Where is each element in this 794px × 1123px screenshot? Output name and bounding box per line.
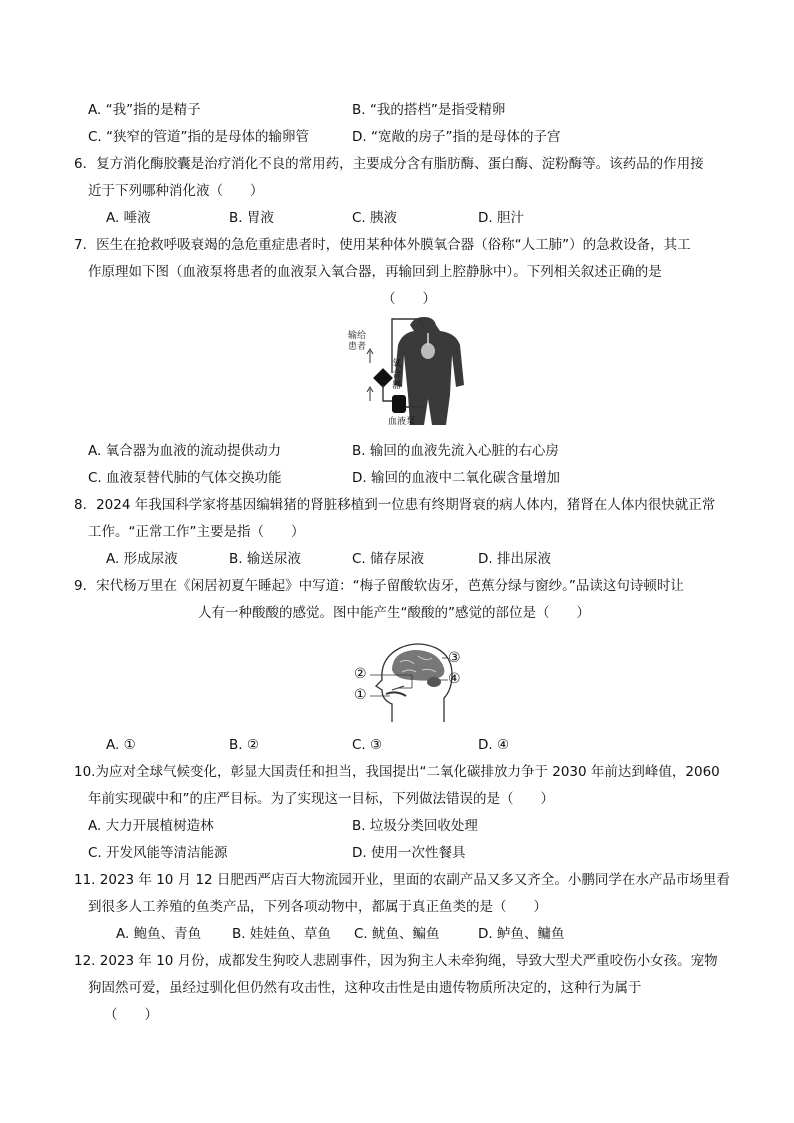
q5-option-a: A. “我”指的是精子 <box>88 102 201 118</box>
q7-stem-line1: 7．医生在抢救呼吸衰竭的急危重症患者时，使用某种体外膜氧合器（俗称“人工肺”）的急救设备，其工 <box>74 237 691 253</box>
q8-option-a: A. 形成尿液 <box>106 551 178 567</box>
q7-option-d: D. 输回的血液中二氧化碳含量增加 <box>352 470 560 486</box>
q7-stem-line3: （ ） <box>382 291 436 307</box>
q6-option-c: C. 胰液 <box>352 210 398 226</box>
q11-option-d: D. 鲈鱼、鳙鱼 <box>478 926 565 942</box>
q6-option-b: B. 胃液 <box>229 210 274 226</box>
q8-option-d: D. 排出尿液 <box>478 551 551 567</box>
q6-stem-line2: 近于下列哪种消化液（ ） <box>88 183 264 199</box>
q10-option-c: C. 开发风能等清洁能源 <box>88 845 228 861</box>
brain-diagram <box>352 640 464 724</box>
q9-option-d: D. ④ <box>478 737 510 753</box>
q6-option-d: D. 胆汁 <box>478 210 524 226</box>
ecmo-label-oxygenator: 氧合器 <box>392 359 402 391</box>
q11-option-b: B. 娃娃鱼、草鱼 <box>232 926 331 942</box>
q11-option-a: A. 鲍鱼、青鱼 <box>116 926 202 942</box>
brain-mark-3: ③ <box>448 650 461 666</box>
q9-stem-line2: 人有一种酸酸的感觉。图中能产生“酸酸的”感觉的部位是（ ） <box>198 605 590 621</box>
q12-stem-line2: 狗固然可爱，虽经过驯化但仍然有攻击性，这种攻击性是由遗传物质所决定的，这种行为属于 <box>88 980 642 996</box>
q8-stem-line1: 8．2024 年我国科学家将基因编辑猪的肾脏移植到一位患有终期肾衰的病人体内，猪肾在人体内很快就正常 <box>74 497 716 513</box>
q8-option-c: C. 储存尿液 <box>352 551 425 567</box>
ecmo-label-pump: 血液泵 <box>388 417 416 427</box>
q11-stem-line1: 11. 2023 年 10 月 12 日肥西严店百大物流园开业，里面的农副产品又多又齐全。小鹏同学在水产品市场里看 <box>74 872 730 888</box>
q11-stem-line2: 到很多人工养殖的鱼类产品，下列各项动物中，都属于真正鱼类的是（ ） <box>88 899 547 915</box>
q11-option-c: C. 鱿鱼、鳊鱼 <box>354 926 440 942</box>
brain-mark-4: ④ <box>448 671 461 687</box>
ecmo-label-return: 输给患者 <box>348 331 367 352</box>
q6-stem-line1: 6．复方消化酶胶囊是治疗消化不良的常用药，主要成分含有脂肪酶、蛋白酶、淀粉酶等。该药品的作用接 <box>74 156 704 172</box>
q7-option-a: A. 氧合器为血液的流动提供动力 <box>88 443 282 459</box>
brain-mark-1: ① <box>354 687 367 703</box>
q7-option-c: C. 血液泵替代肺的气体交换功能 <box>88 470 282 486</box>
q8-stem-line2: 工作。“正常工作”主要是指（ ） <box>88 524 305 540</box>
q5-option-d: D. “宽敞的房子”指的是母体的子宫 <box>352 129 561 145</box>
q7-option-b: B. 输回的血液先流入心脏的右心房 <box>352 443 559 459</box>
q5-option-b: B. “我的搭档”是指受精卵 <box>352 102 506 118</box>
q5-option-c: C. “狭窄的管道”指的是母体的输卵管 <box>88 129 309 145</box>
q7-stem-line2: 作原理如下图（血液泵将患者的血液泵入氧合器，再输回到上腔静脉中）。下列相关叙述正确的是 <box>88 264 662 280</box>
q12-stem-line3: （ ） <box>104 1007 158 1023</box>
brain-mark-2: ② <box>354 666 367 682</box>
q10-stem-line1: 10.为应对全球气候变化，彰显大国责任和担当，我国提出“二氧化碳排放力争于 2030 年前达到峰值，2060 <box>74 764 720 780</box>
q6-option-a: A. 唾液 <box>106 210 151 226</box>
q8-option-b: B. 输送尿液 <box>229 551 301 567</box>
q10-option-d: D. 使用一次性餐具 <box>352 845 466 861</box>
q10-option-b: B. 垃圾分类回收处理 <box>352 818 478 834</box>
q9-option-c: C. ③ <box>352 737 383 753</box>
q10-option-a: A. 大力开展植树造林 <box>88 818 214 834</box>
q9-option-a: A. ① <box>106 737 136 753</box>
q12-stem-line1: 12. 2023 年 10 月份，成都发生狗咬人悲剧事件，因为狗主人未牵狗绳，导致大型犬严重咬伤小女孩。宠物 <box>74 953 718 969</box>
q10-stem-line2: 年前实现碳中和”的庄严目标。为了实现这一目标，下列做法错误的是（ ） <box>88 791 554 807</box>
q9-option-b: B. ② <box>229 737 259 753</box>
q9-stem-line1: 9．宋代杨万里在《闲居初夏午睡起》中写道：“梅子留酸软齿牙，芭蕉分绿与窗纱。”品读这句诗顿时让 <box>74 578 684 594</box>
ecmo-diagram <box>348 315 468 431</box>
